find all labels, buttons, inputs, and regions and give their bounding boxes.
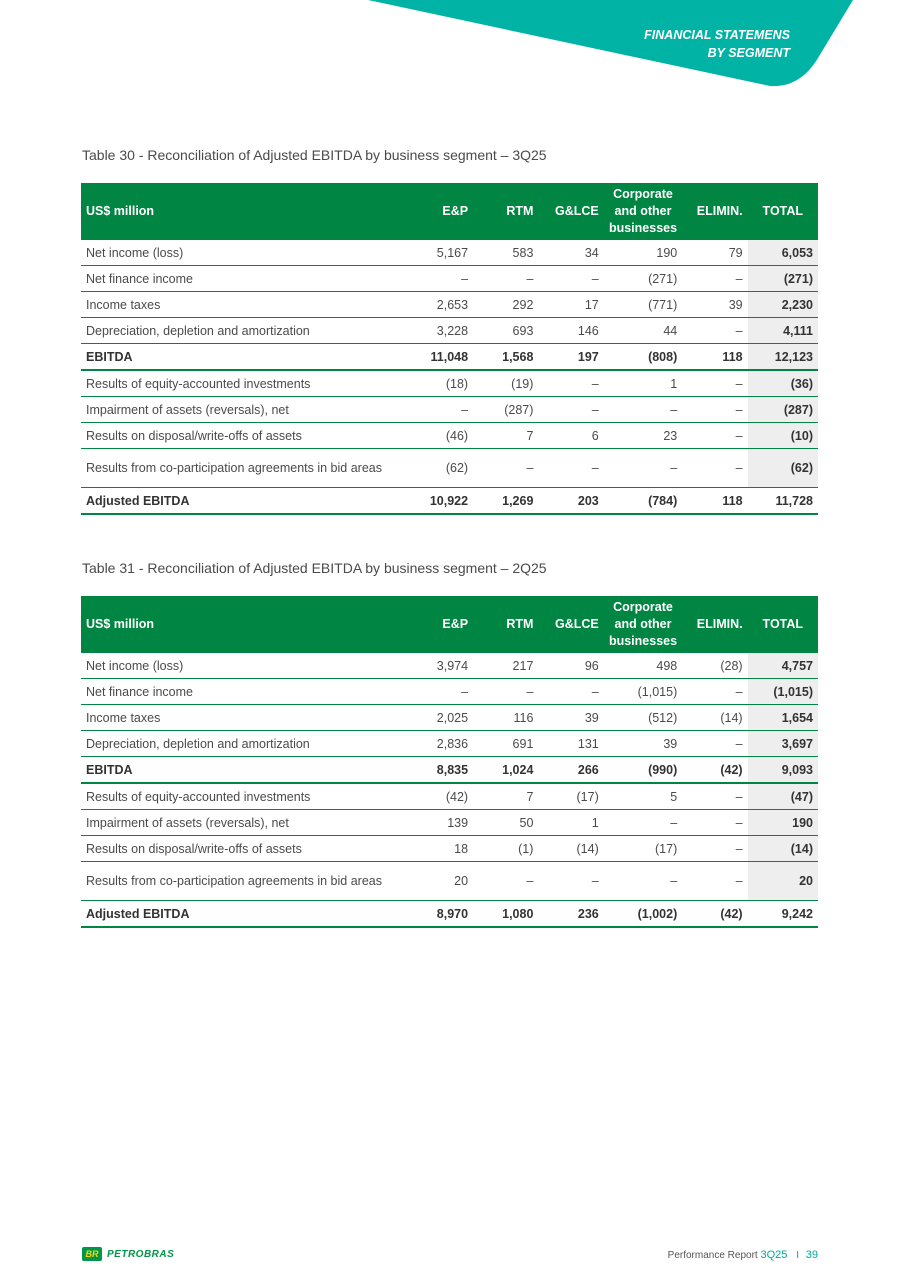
cell: 131 [538, 731, 603, 757]
table-row [81, 397, 818, 423]
column-header: RTM [473, 596, 538, 653]
total-cell: (287) [748, 397, 818, 423]
cell: 2,836 [408, 731, 473, 757]
petrobras-logo [82, 1247, 174, 1261]
br-logo-mark: BR [82, 1247, 102, 1261]
cell: 39 [538, 705, 603, 731]
cell: (1,002) [604, 901, 683, 928]
row-label: Net income (loss) [81, 240, 408, 266]
cell: – [408, 679, 473, 705]
cell: 1,024 [473, 757, 538, 784]
cell: 118 [682, 344, 747, 371]
cell: 2,025 [408, 705, 473, 731]
column-header: E&P [408, 183, 473, 240]
column-header: TOTAL [748, 183, 818, 240]
row-label: Results of equity-accounted investments [81, 783, 408, 810]
cell: – [682, 836, 747, 862]
cell: 190 [604, 240, 683, 266]
cell: – [682, 423, 747, 449]
total-cell: (36) [748, 370, 818, 397]
logo-text: PETROBRAS [107, 1248, 175, 1260]
row-label: EBITDA [81, 344, 408, 371]
cell: 5 [604, 783, 683, 810]
cell: – [473, 266, 538, 292]
total-cell: (10) [748, 423, 818, 449]
row-label: EBITDA [81, 757, 408, 784]
cell: – [538, 862, 603, 901]
cell: 583 [473, 240, 538, 266]
cell: 203 [538, 488, 603, 515]
table-row [81, 653, 818, 679]
row-label: Results of equity-accounted investments [81, 370, 408, 397]
table-row [81, 370, 818, 397]
cell: – [682, 370, 747, 397]
total-cell: (1,015) [748, 679, 818, 705]
cell: 18 [408, 836, 473, 862]
row-label: Depreciation, depletion and amortization [81, 731, 408, 757]
row-label: Impairment of assets (reversals), net [81, 397, 408, 423]
column-header: RTM [473, 183, 538, 240]
cell: – [682, 810, 747, 836]
table-row [81, 705, 818, 731]
cell: 197 [538, 344, 603, 371]
row-label: Adjusted EBITDA [81, 901, 408, 928]
cell: – [473, 679, 538, 705]
cell: 10,922 [408, 488, 473, 515]
total-cell: 1,654 [748, 705, 818, 731]
table-row [81, 731, 818, 757]
cell: – [538, 397, 603, 423]
column-header: TOTAL [748, 596, 818, 653]
cell: 39 [604, 731, 683, 757]
cell: (28) [682, 653, 747, 679]
total-cell: (271) [748, 266, 818, 292]
cell: (42) [408, 783, 473, 810]
cell: (14) [538, 836, 603, 862]
cell: (287) [473, 397, 538, 423]
table-row [81, 679, 818, 705]
page-footer [668, 1249, 818, 1261]
row-label: Results from co-participation agreements in bid areas [81, 862, 408, 901]
cell: – [408, 397, 473, 423]
row-label: Net income (loss) [81, 653, 408, 679]
cell: (18) [408, 370, 473, 397]
cell: 7 [473, 423, 538, 449]
cell: 17 [538, 292, 603, 318]
page-number: 39 [805, 1249, 818, 1261]
ebitda-row [81, 757, 818, 784]
cell: (1) [473, 836, 538, 862]
total-cell: 2,230 [748, 292, 818, 318]
section-title-line1: FINANCIAL STATEMENS [644, 28, 790, 42]
cell: – [682, 862, 747, 901]
total-cell: 12,123 [748, 344, 818, 371]
cell: – [682, 679, 747, 705]
cell: – [604, 397, 683, 423]
cell: 44 [604, 318, 683, 344]
total-cell: (14) [748, 836, 818, 862]
cell: 8,835 [408, 757, 473, 784]
total-cell: (47) [748, 783, 818, 810]
cell: – [682, 731, 747, 757]
table-30-caption: Table 30 - Reconciliation of Adjusted EBITDA by business segment – 3Q25 [82, 147, 547, 163]
cell: 20 [408, 862, 473, 901]
cell: 139 [408, 810, 473, 836]
column-header: E&P [408, 596, 473, 653]
cell: 5,167 [408, 240, 473, 266]
column-header: ELIMIN. [682, 596, 747, 653]
cell: – [604, 862, 683, 901]
cell: 118 [682, 488, 747, 515]
cell: (784) [604, 488, 683, 515]
cell: (19) [473, 370, 538, 397]
cell: – [682, 397, 747, 423]
section-title-line2: BY SEGMENT [707, 46, 790, 60]
cell: – [538, 266, 603, 292]
table-30 [81, 183, 818, 515]
total-cell: 4,111 [748, 318, 818, 344]
cell: 693 [473, 318, 538, 344]
cell: – [682, 783, 747, 810]
row-label: Results on disposal/write-offs of assets [81, 836, 408, 862]
cell: 498 [604, 653, 683, 679]
cell: 23 [604, 423, 683, 449]
cell: – [682, 449, 747, 488]
adjusted-ebitda-row [81, 901, 818, 928]
row-label: Impairment of assets (reversals), net [81, 810, 408, 836]
table-row [81, 810, 818, 836]
cell: 1 [538, 810, 603, 836]
cell: – [473, 449, 538, 488]
cell: (990) [604, 757, 683, 784]
table-header-row [81, 183, 818, 240]
cell: 7 [473, 783, 538, 810]
table-row [81, 836, 818, 862]
row-label: Results on disposal/write-offs of assets [81, 423, 408, 449]
ebitda-row [81, 344, 818, 371]
total-cell: 9,093 [748, 757, 818, 784]
footer-separator: I [796, 1250, 799, 1261]
cell: (512) [604, 705, 683, 731]
cell: – [682, 318, 747, 344]
table-row [81, 783, 818, 810]
total-cell: 9,242 [748, 901, 818, 928]
column-header: G&LCE [538, 183, 603, 240]
total-cell: 190 [748, 810, 818, 836]
cell: (271) [604, 266, 683, 292]
cell: 8,970 [408, 901, 473, 928]
cell: 1,269 [473, 488, 538, 515]
cell: (42) [682, 901, 747, 928]
table-header-row [81, 596, 818, 653]
cell: 691 [473, 731, 538, 757]
cell: 50 [473, 810, 538, 836]
column-header: US$ million [81, 596, 408, 653]
row-label: Depreciation, depletion and amortization [81, 318, 408, 344]
total-cell: 20 [748, 862, 818, 901]
table-row [81, 318, 818, 344]
cell: 6 [538, 423, 603, 449]
table-row [81, 292, 818, 318]
cell: 79 [682, 240, 747, 266]
cell: 11,048 [408, 344, 473, 371]
cell: – [408, 266, 473, 292]
cell: 217 [473, 653, 538, 679]
report-period: 3Q25 [760, 1249, 788, 1261]
cell: 3,228 [408, 318, 473, 344]
cell: (62) [408, 449, 473, 488]
column-header: G&LCE [538, 596, 603, 653]
total-cell: (62) [748, 449, 818, 488]
cell: (46) [408, 423, 473, 449]
cell: (808) [604, 344, 683, 371]
column-header: ELIMIN. [682, 183, 747, 240]
cell: 292 [473, 292, 538, 318]
cell: (42) [682, 757, 747, 784]
total-cell: 11,728 [748, 488, 818, 515]
cell: (771) [604, 292, 683, 318]
total-cell: 3,697 [748, 731, 818, 757]
table-row [81, 240, 818, 266]
cell: 2,653 [408, 292, 473, 318]
total-cell: 6,053 [748, 240, 818, 266]
cell: (17) [604, 836, 683, 862]
cell: 146 [538, 318, 603, 344]
cell: 266 [538, 757, 603, 784]
row-label: Income taxes [81, 292, 408, 318]
row-label: Adjusted EBITDA [81, 488, 408, 515]
cell: – [538, 370, 603, 397]
cell: (17) [538, 783, 603, 810]
table-31 [81, 596, 818, 928]
table-row [81, 862, 818, 901]
row-label: Net finance income [81, 679, 408, 705]
cell: 39 [682, 292, 747, 318]
cell: 1 [604, 370, 683, 397]
adjusted-ebitda-row [81, 488, 818, 515]
cell: – [538, 449, 603, 488]
column-header: US$ million [81, 183, 408, 240]
cell: – [473, 862, 538, 901]
cell: 3,974 [408, 653, 473, 679]
cell: 1,080 [473, 901, 538, 928]
table-row [81, 423, 818, 449]
column-header: Corporate and other businesses [604, 596, 683, 653]
cell: 34 [538, 240, 603, 266]
cell: – [682, 266, 747, 292]
row-label: Net finance income [81, 266, 408, 292]
section-title [644, 26, 790, 62]
total-cell: 4,757 [748, 653, 818, 679]
cell: (14) [682, 705, 747, 731]
cell: – [604, 810, 683, 836]
row-label: Results from co-participation agreements in bid areas [81, 449, 408, 488]
cell: – [604, 449, 683, 488]
cell: 236 [538, 901, 603, 928]
table-row [81, 449, 818, 488]
cell: 96 [538, 653, 603, 679]
report-label: Performance Report [667, 1250, 758, 1261]
row-label: Income taxes [81, 705, 408, 731]
cell: – [538, 679, 603, 705]
table-31-caption: Table 31 - Reconciliation of Adjusted EBITDA by business segment – 2Q25 [82, 560, 547, 576]
column-header: Corporate and other businesses [604, 183, 683, 240]
cell: 116 [473, 705, 538, 731]
table-row [81, 266, 818, 292]
cell: 1,568 [473, 344, 538, 371]
cell: (1,015) [604, 679, 683, 705]
